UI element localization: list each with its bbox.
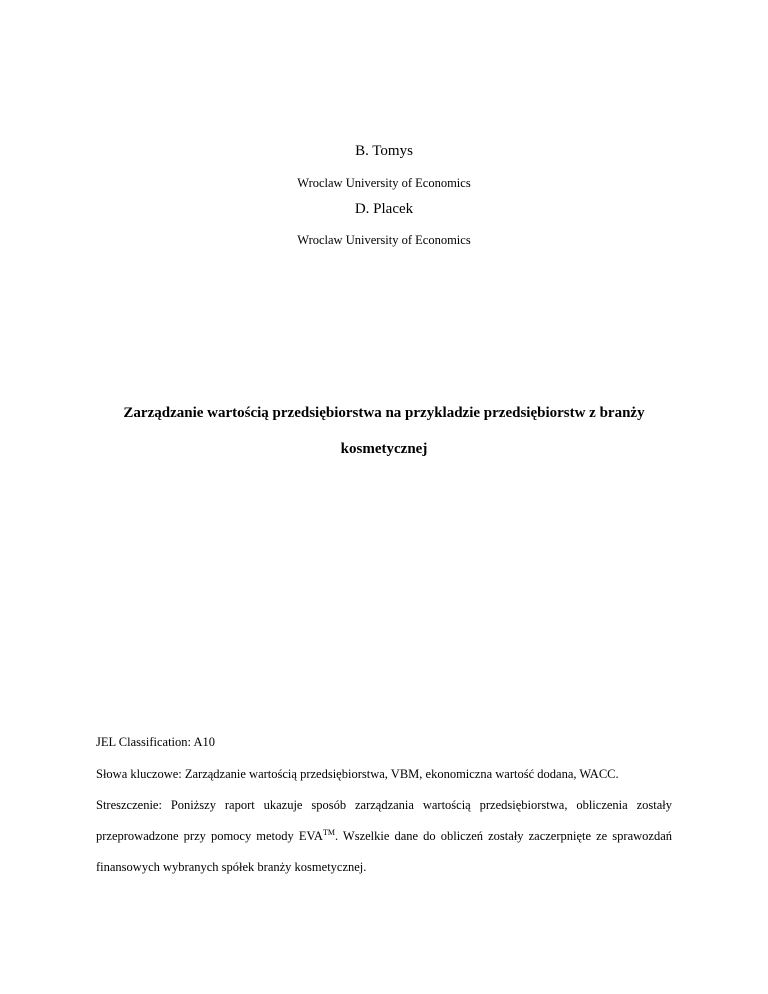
author-affiliation-1: Wroclaw University of Economics xyxy=(297,176,471,190)
abstract-line-2-text: przeprowadzone przy pomocy metody EVA xyxy=(96,829,323,843)
keywords-line: Słowa kluczowe: Zarządzanie wartością przedsiębiorstwa, VBM, ekonomiczna wartość dodana, WACC. xyxy=(96,767,619,781)
paper-title-line-1: Zarządzanie wartością przedsiębiorstwa na przykladzie przedsiębiorstw z branży xyxy=(123,405,645,421)
abstract-line-2 xyxy=(96,829,672,844)
paper-title-line-2: kosmetycznej xyxy=(340,441,428,457)
abstract-line-2-rest: . Wszelkie dane do obliczeń zostały zaczerpnięte ze sprawozdań xyxy=(334,829,672,843)
trademark-superscript: TM xyxy=(322,828,335,837)
author-name-2: D. Placek xyxy=(354,201,414,217)
jel-classification: JEL Classification: A10 xyxy=(96,735,215,749)
author-affiliation-2: Wroclaw University of Economics xyxy=(297,233,471,247)
author-name-1: B. Tomys xyxy=(355,143,413,159)
abstract-line-1: Streszczenie: Poniższy raport ukazuje sposób zarządzania wartością przedsiębiorstwa, obliczenia zostały xyxy=(96,798,672,812)
abstract-line-3: finansowych wybranych spółek branży kosmetycznej. xyxy=(96,860,367,874)
